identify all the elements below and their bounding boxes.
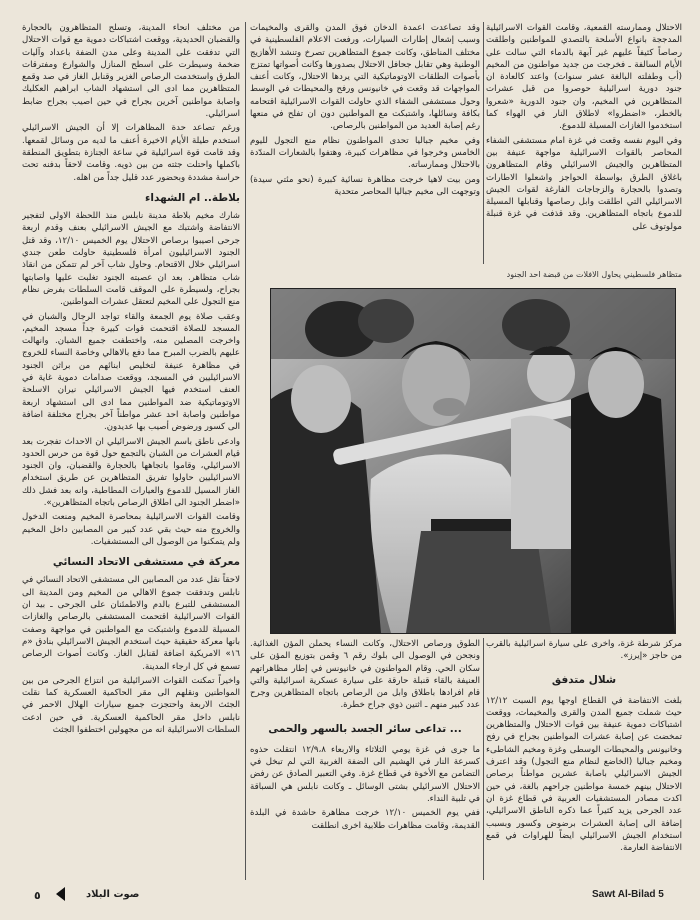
section-heading-waterfall: شلال متدفق: [551, 673, 617, 686]
column-divider: [245, 22, 246, 880]
magazine-title-arabic: صوت البلاد: [86, 889, 140, 900]
paragraph: ورغم تصاعد حدة المظاهرات إلا أن الجيش الاسرائيلي استخدم طيلة الأيام الاخيرة أعنف ما لديه من وسائل لقمعها. وقد قامت قوة اسرائيلية في ساعة الجنازة بتطويق المنطقة باكملها واحتلت جثته من بين ذويه. وقامت لاحقاً بدفنه تحت حراسة مشددة وبحضور عدد قليل جداً من اهله.: [22, 123, 240, 183]
article-column-middle-bottom: [250, 638, 480, 880]
page-arrow-icon: [56, 887, 65, 901]
column-divider: [483, 22, 484, 264]
paragraph: شارك مخيم بلاطة مدينة نابلس منذ اللحظة الاولى لتفجير الانتفاضة واشتبك مع الجيش الاسرائيلي بعنف وقدم اربعة جرحى اصيبوا برصاص الاحتلال يوم الخميس ١٢/١٠، وقد قتل الجنود الاسرائيليون امرأة فلسطينية حاولت طعن جندي اسرائيلي خلال الاقتحام. وحاول شاب آخر لم تتمكن من انقاذ شاب متظاهر. بعد ان عصبته الجنود تغلبت عليها واصابتها بجراح، ولسيطرة على الموقف قامت السلطات بفرض نظام منع التجول على المخيم لتعتقل عشرات المواطنين.: [22, 211, 240, 308]
magazine-title-latin: Sawt Al-Bilad 5: [592, 889, 664, 900]
photo-caption: متظاهر فلسطيني يحاول الافلات من قبضة احد الجنود: [506, 270, 682, 279]
paragraph: وقامت القوات الاسرائيلية بمحاصرة المخيم ومنعت الدخول والخروج منه حيث بقي عدد كبير من المصابين داخل المخيم ولم يتمكنوا من الوصول الى المستشفيات.: [22, 512, 240, 547]
paragraph: ما جرى في غزة يومي الثلاثاء والاربعاء ١٢/٩،٨ انتقلت حذوه كسرعة النار في الهشيم الى الضفة الغربية التي لم تبخل في التضامن مع الأخوة في قطاع غزة. وفي التعبير الصادق عن رفض الاحتلال الاسرائيلي بشتى الوسائل ـ وكانت نابلس هي السباقة في تلبية النداء.: [250, 744, 480, 804]
page-number: ٥: [34, 889, 41, 902]
article-column-middle-top: [250, 22, 480, 264]
paragraph: مركز شرطة غزة، واخرى على سيارة اسرائيلية بالقرب من حاجز «إيرز».: [486, 639, 682, 662]
paragraph: لاحقاً نقل عدد من المصابين الى مستشفى الاتحاد النسائي في نابلس وتدفقت جموع الاهالي من المخيم ومن المدينة الى المستشفى للتبرع بالدم والاطمئنان على الجرحى ـ بيد ان القوات الاسرائيلية اقتحمت المستشفى بالرصاص والغازات المسيلة للدموع واشتبكت مع المواطنين في مواجهة وصفت بانها معركة حقيقية حيث استخدم الجيش الاسرائيلي بنادق «م ١٦» الامريكية اضافة لقنابل الغاز. وكانت أصوات الرصاص تسمع في كل ارجاء المدينة.: [22, 575, 240, 672]
section-heading-body: ... تداعى سائر الجسد بالسهر والحمى: [268, 722, 462, 735]
paragraph: ففي يوم الخميس ١٢/١٠ خرجت مظاهرة حاشدة في البلدة القديمة، وقامت مظاهرات طلابية اخرى انطلقت: [250, 808, 480, 831]
paragraph: من مختلف انحاء المدينة، وتسلح المتظاهرون بالحجارة والقضبان الحديدية، ووقعت اشتباكات دموية مع قوات الاحتلال التي تدفقت على المدينة وعلى مدن الضفة باعداد وآليات ضخمة وسيطرت على اسطح المنازل والشوارع ومفترقات الطرق واستخدمت الرصاص الغزير وقنابل الغاز في صد وقمع المتظاهرين مما ادى الى استشهاد الشاب ابراهيم العكليك واصابة مواطنين آخرين بجراح في حين اصيب بجراح ضابط اسرائيلي.: [22, 23, 240, 120]
paragraph: الاحتلال وممارسته القمعية، وقامت القوات الاسرائيلية المدججة بانواع الأسلحة بالتصدي للمواطنين واطلقت رصاصاً كثيفاً عليهم غير آبهة بالدماء التي سالت على الأيام السالفة ـ فخرجت من جديد مواطنون من المخيم (أب وطفلته البالغة عشر سنوات) واعتد كالعادة ان جنود دورية اسرائيلية حوصروا من قبل عشرات المتظاهرين في المخيم، وان جنود الدورية «شعروا بالخطر، «اضطروا» لاطلاق النار في الهواء كما استخدموا الغازات المسيلة للدموع.: [486, 23, 682, 132]
article-column-left: [22, 22, 240, 880]
photo-illustration: [271, 289, 675, 633]
article-column-right-bottom: [486, 638, 682, 880]
paragraph: وقد تصاعدت اعمدة الدخان فوق المدن والقرى والمخيمات وسبب إشعال إطارات السيارات، ورفعت الاعلام الفلسطينية في مختلف المناطق، وكانت جموع المتظاهرين تصرخ وتنشد الأهازيج الوطنية وهي تقابل جحافل الاحتلال بصدورها وكانت أصواتها تمتزج بأصوات الطلقات الاوتوماتيكية التي يردها الاحتلال، وكانت أعنف المواجهات قد وقعت في خانيونس ورفح والمحيطات في الوسط وحول مستشفى الشفاء الذي حاولت القوات الاسرائيلية اقتحامه بكافة وسائلها، واشتبكت مع المواطنين دون ان تفلح في منعها رغم إصابة العديد من المواطنين بالرصاص.: [250, 23, 480, 132]
paragraph: ومن بيت لاهيا خرجت مظاهرة نسائية كبيرة (نحو مئتي سيدة) وتوجهت الى مخيم جباليا المحاصر متحدية: [250, 174, 480, 197]
paragraph: وفي اليوم نفسه وقعت في غزة امام مستشفى الشفاء المحاصر بالقوات الاسرائيلية مواجهة عنيفة بين المتظاهرين والجيش الاسرائيلي وقام المتظاهرون باغلاق الطرق بواسطة الحواجز واشعلوا الاطارات وتصدوا بالحجارة والزجاجات الفارغة لقوات الجيش الاسرائيلي التي اطلقت وابل رصاصها وقنابلها المسيلة للدموع باتجاه المتظاهرين. وقد قذفت في غزة قنبلة مولوتوف على: [486, 135, 682, 232]
news-photo: [270, 288, 676, 634]
paragraph: وادعى ناطق باسم الجيش الاسرائيلي ان الاحداث تفجرت بعد قيام العشرات من الشبان بالتجمع حول قوة من حرس الحدود الاسرائيلي، وقاموا باتجاهها بالحجارة والقضبان، وان الجنود الاسرائيليين حاولوا تفريق المتظاهرين عن طريق استخدام الغاز المسيل للدموع والعيارات المطاطية، وانه بعد فشل ذلك «اضطر الجنود الى اطلاق الرصاص باتجاه المتظاهرين».: [22, 436, 240, 508]
paragraph: واخيراً تمكنت القوات الاسرائيلية من انتزاع الجرحى من بين المواطنين ونقلهم الى مقر الحاكمية العسكرية كما نقلت الجثث الاربعة واحتجزت جميع سيارات الهلال الاحمر في نابلس داخل مقر الحاكمية العسكرية. في حين ادعت السلطات الاسرائيلية انه من مجهولين اختطفوا الجثث: [22, 675, 240, 736]
section-heading-balata: بلاطة.. ام الشهداء: [145, 191, 240, 204]
paragraph: وفي مخيم جباليا تحدى المواطنون نظام منع التجول لليوم الخامس وخرجوا في مظاهرات كبيرة، وهتفوا بالشعارات المندّدة بالاحتلال وممارساته.: [250, 135, 480, 171]
article-column-right-top: [486, 22, 682, 264]
paragraph: وعقب صلاة يوم الجمعة والقاء تواجد الرجال والشبان في المسجد للصلاة اقتحمت قوات كبيرة جداً مسجد المخيم، واخرجت المصلين منه، واختطفت جميع الشبان. وانهالت عليهم بالضرب المبرح مما دفع بالاهالي وخاصة النساء للخروج في مظاهرة عنيفة لتخليص ابنائهم من براثن الجنود الاسرائيليين في المسجد، ووقعت صدامات دموية غاية في العنف استخدم فيها الجيش الاسرائيلي نيران الاسلحة الاوتوماتيكية ضد المواطنين مما ادى الى استشهاد اربعة مواطنين واصابة احد عشر مواطناً آخر بجراح مختلفة اضافة الى كسور ورضوض أصيب بها عديدون.: [22, 311, 240, 433]
paragraph: بلغت الانتفاضة في القطاع اوجها يوم السبت ١٢/١٢ حيث شملت جميع المدن والقرى والمخيمات، ووقعت اشتباكات دموية عنيفة بين قوات الاحتلال والمتظاهرين تمخضت عن إصابة عشرات المواطنين بجراح في رفح وخانيونس والمحيطات الوسطى وغزة ومخيم الشاطىء ومخيم جباليا (الخاضع لنظام منع التجول) وقد اعترف الجيش الاسرائيلي باصابة عشرين مواطناً برصاص الاحتلال بينهم خمسة مواطنين جراحهم بالغة، في حين اكدت مصادر المستشفيات العربية في قطاع غزة ان عدد الجرحى يزيد كثيراً عما ذكره الناطق الاسرائيلي، إضافة الى إصابة العشرات برضوض وكسور وبسبب استخدام الجيش الاسرائيلي ايضاً للهراوات في قمع الانتفاضة العارمة.: [486, 695, 682, 854]
paragraph: الطوق ورصاص الاحتلال، وكانت النساء يحملن المؤن الغذائية. ونجحن في الوصول الى بلوك رقم ٦ وقمن بتوزيع المؤن على سكان الحي. وقام المواطنون في خانيونس في إطار مظاهراتهم العنيفة بالقاء قنبلة حارقة على سيارة عسكرية اسرائيلية والتي قام افرادها باطلاق وابل من الرصاص باتجاه المتظاهرين وجرح عدد كبير منهم ـ اثنين ذوي جراح خطرة.: [250, 639, 480, 711]
section-heading-hospital: معركة في مستشفى الاتحاد النسائي: [52, 556, 240, 569]
column-divider: [483, 638, 484, 880]
